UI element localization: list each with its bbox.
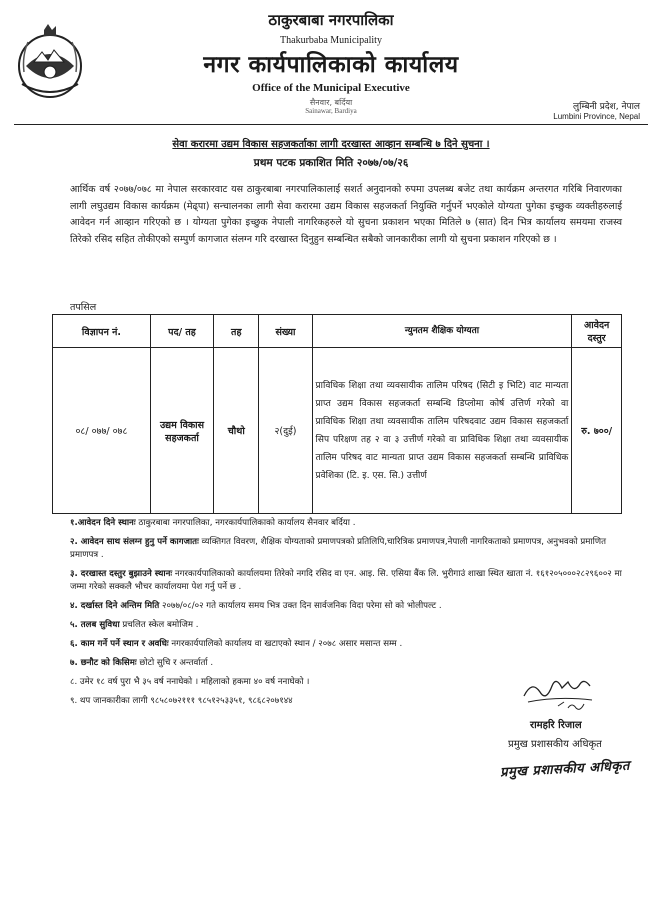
office-name-np: नगर कार्यपालिकाको कार्यालय <box>203 52 459 78</box>
address-np: सैनवार, बर्दिया <box>309 98 353 107</box>
table-row <box>53 348 622 514</box>
notice-subject-text: सेवा करारमा उद्यम विकास सहजकर्ताका लागी दरखास्त आव्हान सम्बन्धि ७ दिने सुचना । <box>172 139 490 150</box>
province-en: Lumbini Province, Nepal <box>553 112 640 121</box>
office-name-en: Office of the Municipal Executive <box>252 82 410 94</box>
list-item-text: २०७७/०८/०२ गते कार्यालय समय भित्र उक्त दिन सार्वजनिक विदा परेमा सो को भोलीपल्ट . <box>162 601 442 611</box>
municipality-name-np: ठाकुरबाबा नगरपालिका <box>268 11 394 29</box>
list-item-text: ठाकुरबाबा नगरपालिका, नगरकार्यपालिकाको कार्यालय सैनवार बर्दिया . <box>138 518 356 528</box>
official-stamp: प्रमुख प्रशासकीय अधिकृत <box>499 758 631 781</box>
publish-date: प्रथम पटक प्रकाशित मिति २०७७/०७/२६ <box>253 157 409 169</box>
details-heading: तपसिल <box>70 302 97 313</box>
cell-post: उद्यम विकास सहजकर्ता <box>150 348 213 514</box>
list-item <box>70 517 630 530</box>
list-item-text: छोटो सुचि र अन्तर्वार्ता . <box>139 658 214 668</box>
signatory-name: रामहरि रिजाल <box>530 720 582 731</box>
list-item <box>70 600 630 613</box>
list-item-text: नगरकार्यपालिकाको कार्यालयमा तिरेको नगदि रसिद वा एन. आइ. सि. एसिया बैंक लि. भुरीगाउं शाखा स्थित खाता नं. १६१२०५०००२८२९६००२ मा जम्मा गरेको सक्कलै भौचर कार्यालयमा पेश गर्नु पर्ने छ . <box>70 569 622 592</box>
list-item <box>70 619 630 632</box>
list-item-label: ६. काम गर्ने पर्ने स्थान र अवधिः <box>70 639 169 649</box>
table-header-row <box>53 315 622 348</box>
notice-subject <box>0 136 662 150</box>
header-count: संख्या <box>259 315 312 348</box>
cell-fee: रु. ७००/ <box>572 348 622 514</box>
list-item-label: ३. दरखास्त दस्तुर बुझाउने स्थानः <box>70 569 173 579</box>
list-item-text: ९. थप जानकारीका लागी ९८५८०७२१११ ९८५१२५३३५१, ९८६८२०७१४४ <box>70 696 293 706</box>
list-item <box>70 536 630 562</box>
cell-ad-no: ०८/ ०७७/ ०७८ <box>53 348 151 514</box>
header-post: पद/ तह <box>150 315 213 348</box>
vacancy-table <box>52 314 622 514</box>
handwritten-signature <box>518 666 600 714</box>
list-item-label: ५. तलब सुविधा <box>70 620 120 630</box>
list-item-text: प्रचलित स्केल बमोजिम . <box>122 620 199 630</box>
list-item-text: ८. उमेर १८ वर्ष पुरा भै ३५ वर्ष ननाघेको । महिलाको हकमा ४० वर्ष ननाघेको । <box>70 677 310 687</box>
list-item-label: ४. दर्खास्त दिने अन्तिम मिति <box>70 601 160 611</box>
cell-level: चौथो <box>214 348 259 514</box>
municipality-name-en: Thakurbaba Municipality <box>280 35 382 46</box>
signatory-title: प्रमुख प्रशासकीय अधिकृत <box>508 739 602 750</box>
list-item-label: १.आवेदन दिने स्थानः <box>70 518 136 528</box>
list-item-label: २. आवेदन साथ संलग्न हुनु पर्ने कागजातः <box>70 537 199 547</box>
list-item-text: व्यक्तिगत विवरण, शैक्षिक योग्यताको प्रमाणपत्रको प्रतिलिपि,चारित्रिक प्रमाणपत्र,नेपाली नागरिकताको प्रमाणपत्र, अनुभवको प्रमाणित प्रमाणपत्र . <box>70 537 606 560</box>
header-level: तह <box>214 315 259 348</box>
notice-body: आर्थिक वर्ष २०७७/०७८ मा नेपाल सरकारवाट यस ठाकुरबाबा नगरपालिकालाई सशर्त अनुदानको रुपमा उपलब्ध बजेट तथा कार्यक्रम अन्तरगत गरिबि निवारणका लागी लघुउद्यम विकास कार्यक्रम (मेढ्पा) सन्चालनका लागी सेवा करारमा उद्यम विकास सहजकर्ता नियुक्ति गर्नुपर्ने भएकोले योग्यता पुगेका इच्छुक व्यक्तीहरुलाई आवेदन गर्न आव्हान गरिएको छ । योग्यता पुगेका इच्छुक नेपाली नागरिकहरुले यो सुचना प्रकाशन भएका मितिले ७ (सात) दिन भित्र कार्यालय समयमा राजस्व तिरेको रसिद सहित तोकीएको सम्पुर्ण कागजात संलग्न गरि दरखास्त दिनुहुन सम्बन्धित सबैको जानकारीका लागी यो सुचना प्रकाशन गरिएको छ । <box>70 184 622 245</box>
list-item <box>70 568 630 594</box>
address-en: Sainawar, Bardiya <box>305 107 357 115</box>
list-item <box>70 638 630 651</box>
list-item-label: ७. छनौट को किसिमः <box>70 658 137 668</box>
header-divider <box>14 124 648 125</box>
header-qualification: न्युनतम शैक्षिक योग्यता <box>312 315 572 348</box>
cell-count: २(दुई) <box>259 348 312 514</box>
header-fee: आवेदन दस्तुर <box>572 315 622 348</box>
province-np: लुम्बिनी प्रदेश, नेपाल <box>573 102 640 112</box>
list-item-text: नगरकार्यपालिको कार्यालय वा खटाएको स्थान / २०७८ असार मसान्त सम्म . <box>171 639 403 649</box>
cell-qualification: प्राविधिक शिक्षा तथा व्यवसायीक तालिम परिषद (सिटी इ भिटि) वाट मान्यता प्राप्त उद्यम विकास सहजकर्ता सम्बन्धि डिप्लोमा कोर्ष उत्तिर्ण गरेको वा प्राविधिक शिक्षा तथा व्यवसायीक तालिम परिषदवाट उद्यम विकास सहजकर्ता सिप परिक्षण तह २ वा ३ उत्तीर्ण गरेको वा प्राविधिक शिक्षा तथा व्यवसायीक तालिम परिषद वाट मान्यता प्राप्त उद्यम विकास सहजकर्ता सम्बन्धि प्राविधिक प्रवेशिका (टि. इ. एस. सि.) उत्तीर्ण <box>312 348 572 514</box>
header-ad-no: विज्ञापन नं. <box>53 315 151 348</box>
